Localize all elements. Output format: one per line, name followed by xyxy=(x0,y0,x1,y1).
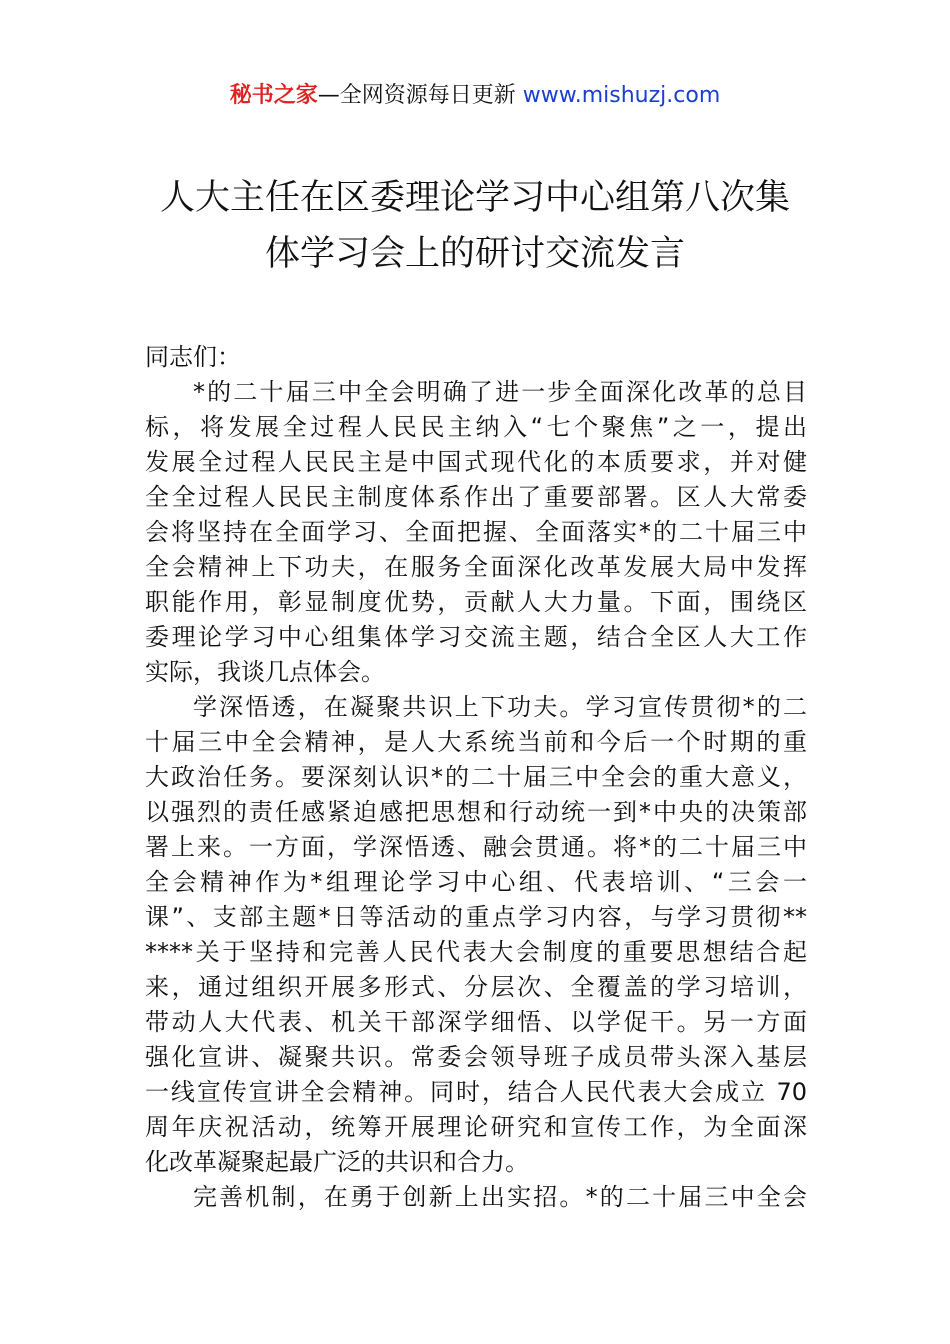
body-line: 完善机制，在勇于创新上出实招。*的二十届三中全会 xyxy=(193,1183,807,1211)
body-line: 来，通过组织开展多形式、分层次、全覆盖的学习培训， xyxy=(145,973,807,1001)
body-line: 全会精神作为*组理论学习中心组、代表培训、“三会一 xyxy=(145,868,807,896)
body-line: 十届三中全会精神，是人大系统当前和今后一个时期的重 xyxy=(145,728,807,756)
body-line: 学深悟透，在凝聚共识上下功夫。学习宣传贯彻*的二 xyxy=(193,693,807,721)
body-line: 一线宣传宣讲全会精神。同时，结合人民代表大会成立 70 xyxy=(145,1078,807,1106)
title-line-1: 人大主任在区委理论学习中心组第八次集 xyxy=(159,178,790,218)
site-header xyxy=(0,80,950,112)
body-line: 课”、支部主题*日等活动的重点学习内容，与学习贯彻** xyxy=(145,903,807,931)
body-line: 职能作用，彰显制度优势，贡献人大力量。下面，围绕区 xyxy=(145,588,807,616)
body-line: 委理论学习中心组集体学习交流主题，结合全区人大工作 xyxy=(145,623,807,651)
body-line: 会将坚持在全面学习、全面把握、全面落实*的二十届三中 xyxy=(145,518,807,546)
header-tagline: —全网资源每日更新 xyxy=(317,83,516,108)
brand-name: 秘书之家 xyxy=(229,83,318,108)
body-line: 周年庆祝活动，统筹开展理论研究和宣传工作，为全面深 xyxy=(145,1113,807,1141)
body-line: 化改革凝聚起最广泛的共识和合力。 xyxy=(145,1148,529,1176)
body-line: 署上来。一方面，学深悟透、融会贯通。将*的二十届三中 xyxy=(145,833,807,861)
body-line: 全全过程人民民主制度体系作出了重要部署。区人大常委 xyxy=(145,483,807,511)
salutation: 同志们： xyxy=(145,343,241,371)
document-body xyxy=(145,340,807,1215)
body-line: 强化宣讲、凝聚共识。常委会领导班子成员带头深入基层 xyxy=(145,1043,807,1071)
body-line: 带动人大代表、机关干部深学细悟、以学促干。另一方面 xyxy=(145,1008,807,1036)
document-title xyxy=(140,170,810,282)
body-line: 大政治任务。要深刻认识*的二十届三中全会的重大意义， xyxy=(145,763,807,791)
body-line: 实际，我谈几点体会。 xyxy=(145,658,385,686)
body-line: ****关于坚持和完善人民代表大会制度的重要思想结合起 xyxy=(145,938,807,966)
body-line: *的二十届三中全会明确了进一步全面深化改革的总目 xyxy=(193,378,807,406)
body-line: 标，将发展全过程人民民主纳入“七个聚焦”之一，提出 xyxy=(145,413,807,441)
body-line: 以强烈的责任感紧迫感把思想和行动统一到*中央的决策部 xyxy=(145,798,807,826)
body-line: 全会精神上下功夫，在服务全面深化改革发展大局中发挥 xyxy=(145,553,807,581)
body-line: 发展全过程人民民主是中国式现代化的本质要求，并对健 xyxy=(145,448,807,476)
site-link[interactable]: www.mishuzj.com xyxy=(522,83,721,108)
title-line-2: 体学习会上的研讨交流发言 xyxy=(264,234,685,274)
